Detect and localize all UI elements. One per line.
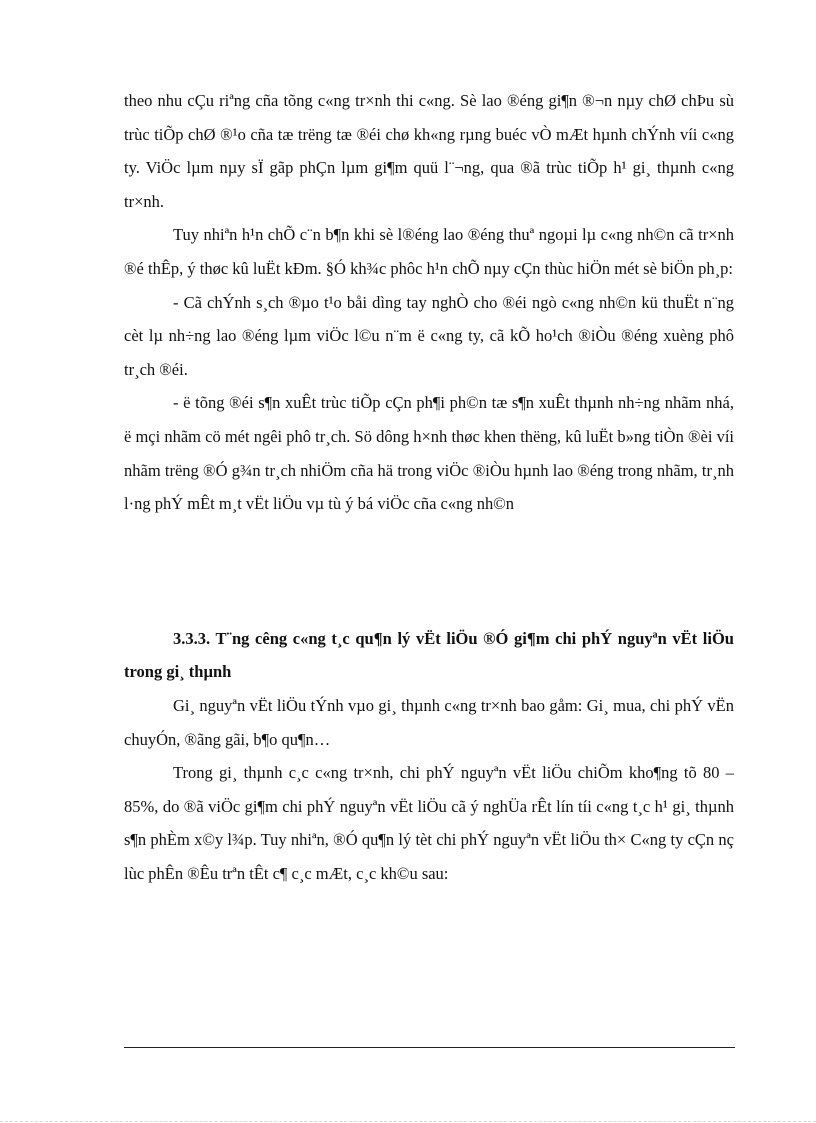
page-edge bbox=[0, 1121, 816, 1122]
paragraph-material-price: Gi¸ nguyªn vËt liÖu tÝnh vµo gi¸ thµnh c«ng tr×nh bao gåm: Gi¸ mua, chi phÝ vËn chuyÓn, ®ãng gãi, b¶o qu¶n… bbox=[124, 695, 734, 749]
section-spacer bbox=[124, 521, 734, 622]
paragraph-material-cost-share: Trong gi¸ thµnh c¸c c«ng tr×nh, chi phÝ nguyªn vËt liÖu chiÕm kho¶ng tõ 80 – 85%, do ®ã viÖc gi¶m chi phÝ nguyªn vËt liÖu cã ý nghÜa rÊt lín tíi c«ng t¸c h¹ gi¸ thµnh s¶n phÈm x©y l¾p. Tuy nhiªn, ®Ó qu¶n lý tèt chi phÝ nguyªn vËt liÖu th× C«ng ty cÇn nç lùc phÊn ®Êu trªn tÊt c¶ c¸c mÆt, c¸c kh©u sau: bbox=[124, 763, 734, 883]
paragraph-team-organization: - ë tõng ®éi s¶n xuÊt trùc tiÕp cÇn ph¶i ph©n tæ s¶n xuÊt thµnh nh÷ng nhãm nhá, ë mçi nhãm cö mét ngêi phô tr¸ch. Sö dông h×nh thøc khen thëng, kû luËt b»ng tiÒn ®èi víi nhãm trëng ®Ó g¾n tr¸ch nhiÖm cña hä trong viÖc ®iÒu hµnh lao ®éng trong nhãm, tr¸nh l·ng phÝ mÊt m¸t vËt liÖu vµ tù ý bá viÖc cña c«ng nh©n bbox=[124, 393, 734, 514]
paragraph-training-policy: - Cã chÝnh s¸ch ®µo t¹o båi dìng tay nghÒ cho ®éi ngò c«ng nh©n kü thuËt n¨ng cèt lµ nh÷ng lao ®éng lµm viÖc l©u n¨m ë c«ng ty, cã kÕ ho¹ch ®iÒu ®éng xuèng phô tr¸ch ®éi. bbox=[124, 292, 734, 379]
section-heading-3-3-3: 3.3.3. T¨ng cêng c«ng t¸c qu¶n lý vËt liÖu ®Ó gi¶m chi phÝ nguyªn vËt liÖu trong gi¸ thµnh bbox=[124, 628, 734, 682]
footer-rule bbox=[124, 1047, 735, 1048]
paragraph-labor-needs: theo nhu cÇu riªng cña tõng c«ng tr×nh thi c«ng. Sè lao ®éng gi¶n ®¬n nµy chØ chÞu sù trùc tiÕp chØ ®¹o cña tæ trëng tæ ®éi chø kh«ng rµng buéc vÒ mÆt hµnh chÝnh víi c«ng ty. ViÖc lµm nµy sÏ gãp phÇn lµm gi¶m quü l¨¬ng, qua ®ã trùc tiÕp h¹ gi¸ thµnh c«ng tr×nh. bbox=[124, 91, 734, 211]
page-body bbox=[124, 84, 734, 890]
paragraph-labor-limitations: Tuy nhiªn h¹n chÕ c¨n b¶n khi sè l®éng lao ®éng thuª ngoµi lµ c«ng nh©n cã tr×nh ®é thÊp, ý thøc kû luËt kÐm. §Ó kh¾c phôc h¹n chÕ nµy cÇn thùc hiÖn mét sè biÖn ph¸p: bbox=[124, 225, 734, 278]
